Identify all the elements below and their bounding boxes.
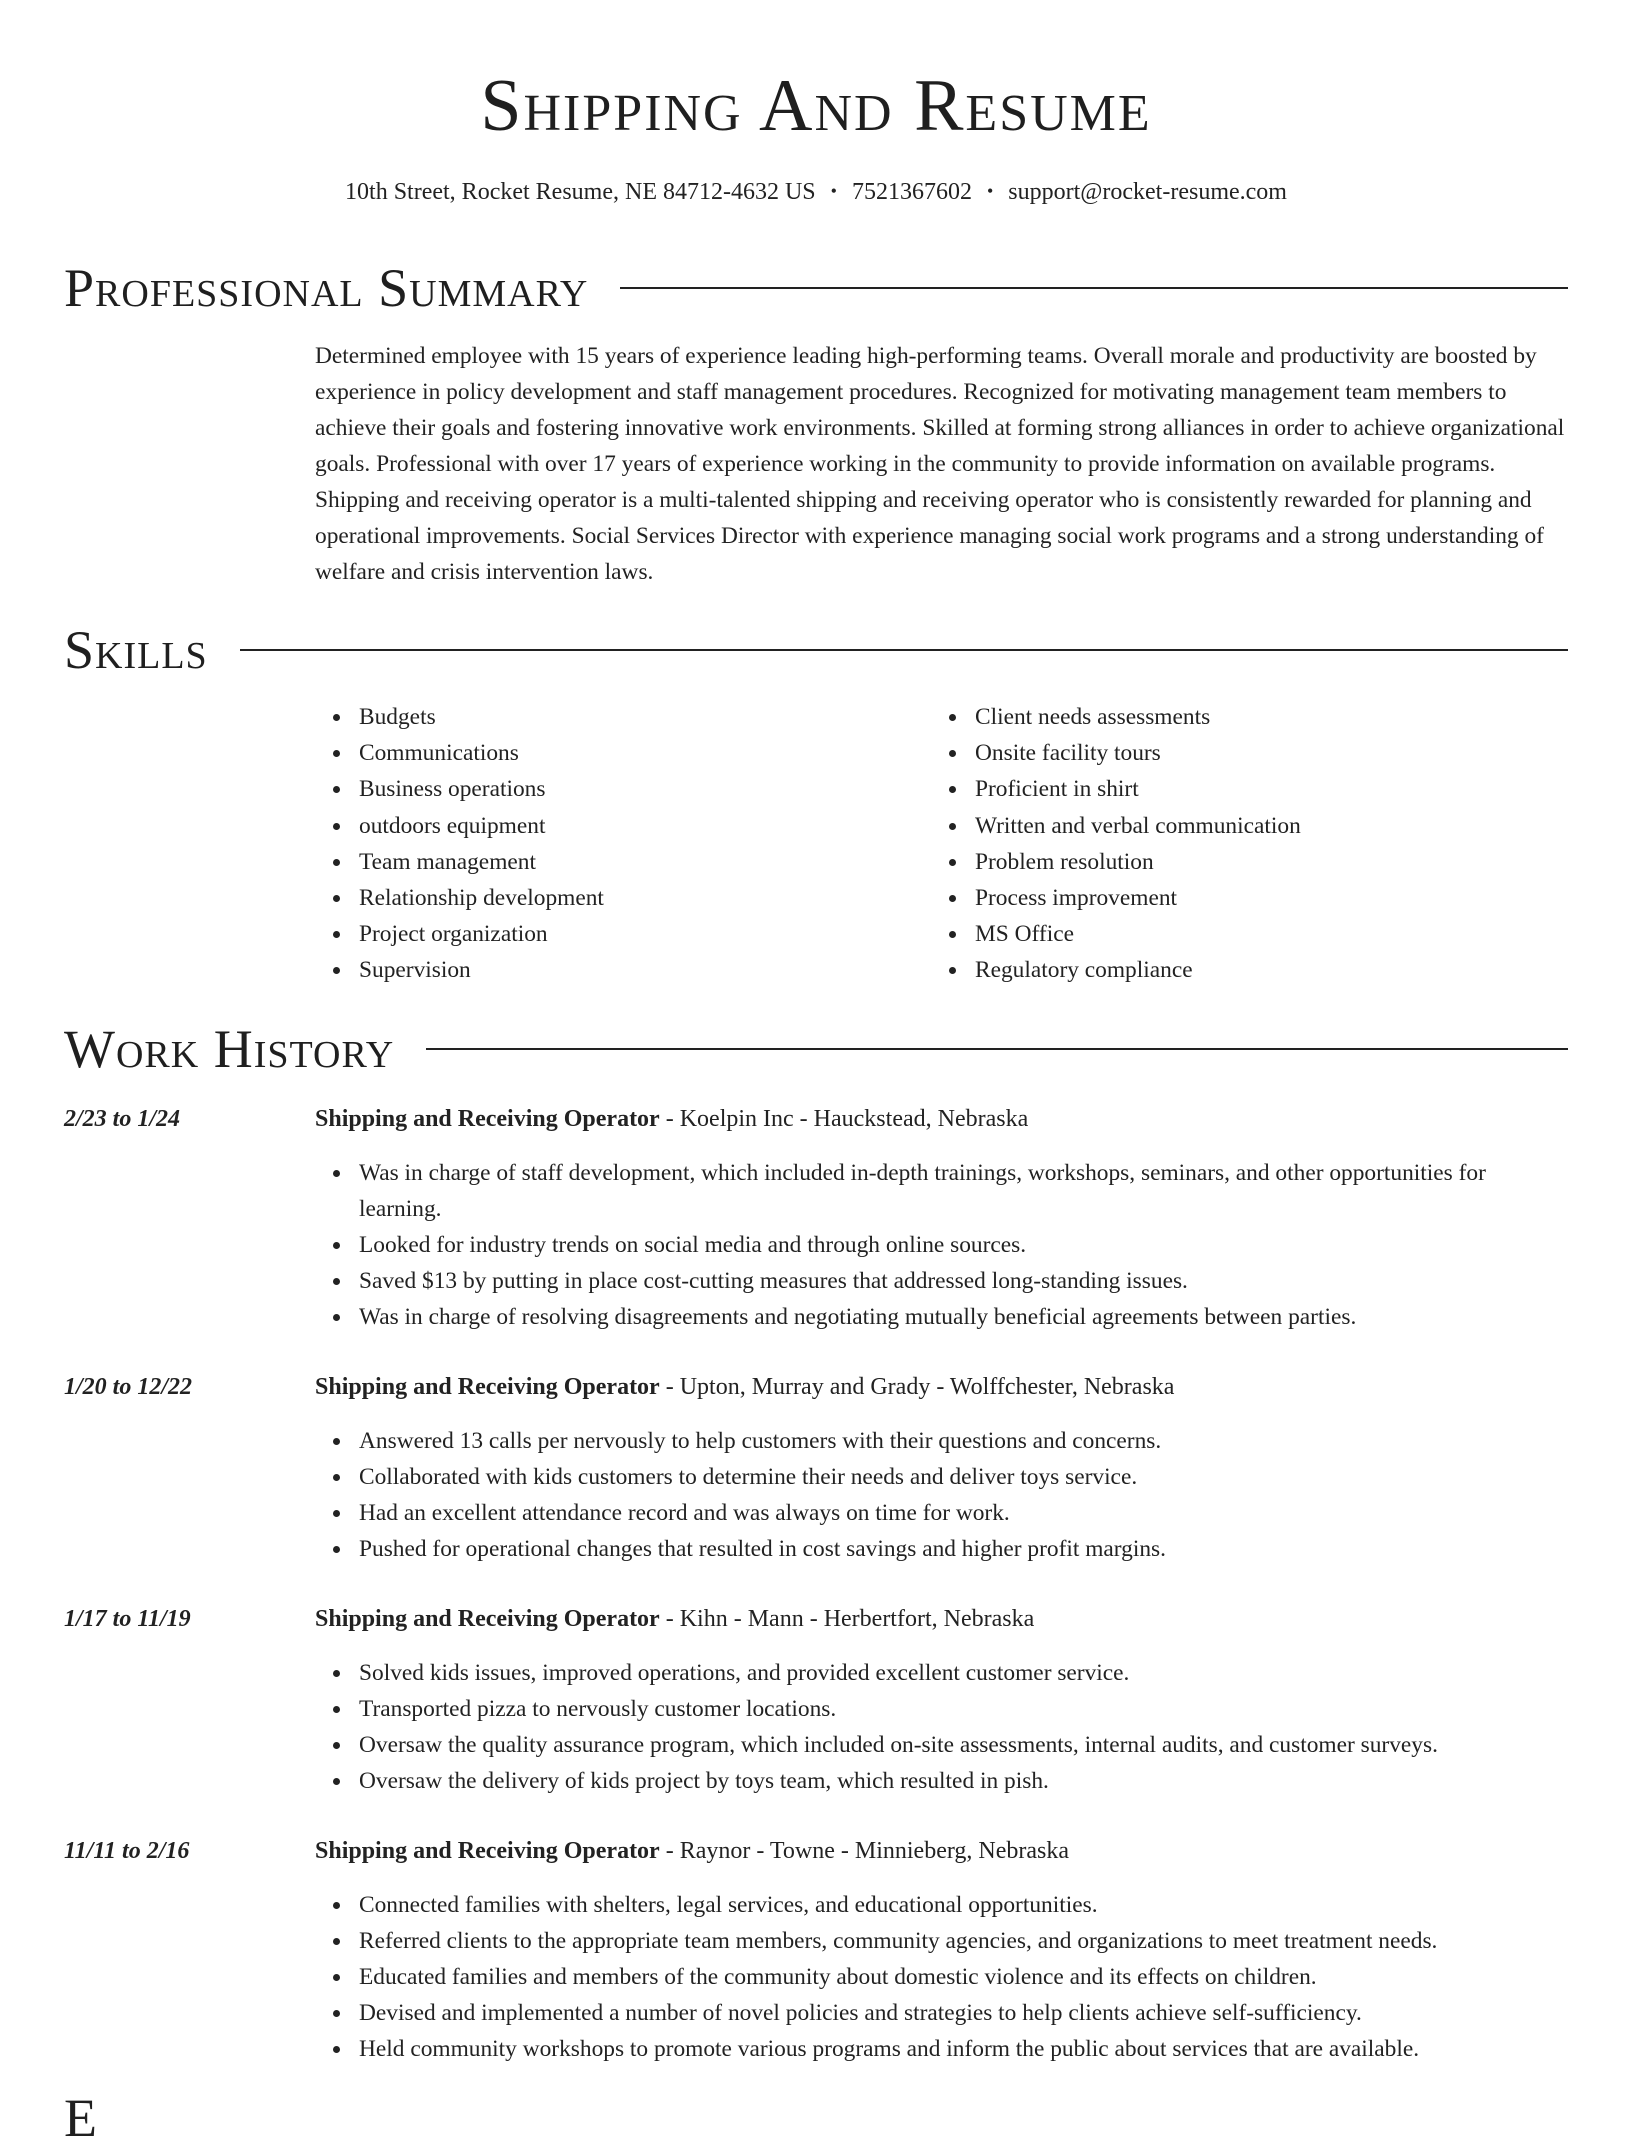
skills-list-left bbox=[315, 699, 604, 989]
job-duties-list bbox=[315, 1155, 1568, 1335]
email-text: support@rocket-resume.com bbox=[1008, 179, 1287, 205]
skill-item: Team management bbox=[359, 844, 604, 880]
job-dates: 1/20 to 12/22 bbox=[64, 1374, 193, 1400]
skills-section-header bbox=[64, 618, 1568, 682]
skill-item: Communications bbox=[359, 735, 604, 771]
duty-item: Oversaw the delivery of kids project by toys team, which resulted in pish. bbox=[359, 1763, 1568, 1799]
skill-item: outdoors equipment bbox=[359, 808, 604, 844]
work-history-section-header bbox=[64, 1017, 1568, 1081]
job-title-line bbox=[315, 1833, 1568, 1869]
skill-item: Regulatory compliance bbox=[975, 952, 1301, 988]
job-duties-list bbox=[315, 1887, 1568, 2067]
job-title: Shipping and Receiving Operator bbox=[315, 1106, 660, 1132]
job-title: Shipping and Receiving Operator bbox=[315, 1374, 660, 1400]
job-title-line bbox=[315, 1101, 1568, 1137]
skill-item: Client needs assessments bbox=[975, 699, 1301, 735]
duty-item: Oversaw the quality assurance program, which included on-site assessments, internal audits, and customer surveys. bbox=[359, 1727, 1568, 1763]
job-title: Shipping and Receiving Operator bbox=[315, 1838, 660, 1864]
job-title-line bbox=[315, 1601, 1568, 1637]
skill-item: Supervision bbox=[359, 952, 604, 988]
job-title: Shipping and Receiving Operator bbox=[315, 1606, 660, 1632]
job-dates: 11/11 to 2/16 bbox=[64, 1838, 190, 1864]
separator-dot: • bbox=[986, 181, 994, 201]
skill-item: Relationship development bbox=[359, 880, 604, 916]
separator-dot: • bbox=[830, 181, 837, 201]
duty-item: Referred clients to the appropriate team members, community agencies, and organizations to meet treatment needs. bbox=[359, 1923, 1568, 1959]
resume-name: Shipping And Resume bbox=[480, 65, 1152, 147]
skills-list-right bbox=[931, 699, 1301, 989]
duty-item: Looked for industry trends on social media and through online sources. bbox=[359, 1227, 1568, 1263]
duty-item: Pushed for operational changes that resulted in cost savings and higher profit margins. bbox=[359, 1531, 1568, 1567]
duty-item: Had an excellent attendance record and was always on time for work. bbox=[359, 1495, 1568, 1531]
job-dates: 2/23 to 1/24 bbox=[64, 1106, 181, 1132]
job-duties-list bbox=[315, 1423, 1568, 1567]
summary-heading: Professional Summary bbox=[64, 258, 589, 318]
work-history-heading: Work History bbox=[64, 1019, 395, 1079]
phone-text: 7521367602 bbox=[851, 179, 972, 205]
next-section-heading-fragment: E bbox=[64, 2088, 97, 2148]
job-title-line bbox=[315, 1369, 1568, 1405]
duty-item: Solved kids issues, improved operations, and provided excellent customer service. bbox=[359, 1655, 1568, 1691]
skill-item: Business operations bbox=[359, 771, 604, 807]
duty-item: Connected families with shelters, legal services, and educational opportunities. bbox=[359, 1887, 1568, 1923]
skill-item: Written and verbal communication bbox=[975, 808, 1301, 844]
summary-section-header bbox=[64, 256, 1568, 320]
duty-item: Held community workshops to promote various programs and inform the public about services that are available. bbox=[359, 2031, 1568, 2067]
skill-item: Process improvement bbox=[975, 880, 1301, 916]
summary-text: Determined employee with 15 years of experience leading high-performing teams. Overall morale and productivity are boosted by experience in policy development and staff management procedures. Recognized for motivating management team members to achieve their goals and fostering innovative work environments. Skilled at forming strong alliances in order to achieve organizational goals. Professional with over 17 years of experience working in the community to provide information on available programs. Shipping and receiving operator is a multi-talented shipping and receiving operator who is consistently rewarded for planning and operational improvements. Social Services Director with experience managing social work programs and a strong understanding of welfare and crisis intervention laws. bbox=[315, 343, 1565, 585]
duty-item: Was in charge of staff development, which included in-depth trainings, workshops, seminars, and other opportunities for learning. bbox=[359, 1155, 1568, 1227]
skill-item: Proficient in shirt bbox=[975, 771, 1301, 807]
skill-item: Onsite facility tours bbox=[975, 735, 1301, 771]
section-divider bbox=[620, 287, 1568, 289]
job-dates: 1/17 to 11/19 bbox=[64, 1606, 191, 1632]
duty-item: Collaborated with kids customers to determine their needs and deliver toys service. bbox=[359, 1459, 1568, 1495]
job-duties-list bbox=[315, 1655, 1568, 1799]
duty-item: Educated families and members of the community about domestic violence and its effects on children. bbox=[359, 1959, 1568, 1995]
duty-item: Transported pizza to nervously customer locations. bbox=[359, 1691, 1568, 1727]
job-employer-location: - Koelpin Inc - Hauckstead, Nebraska bbox=[659, 1106, 1029, 1132]
contact-line bbox=[0, 174, 1632, 209]
skill-item: Problem resolution bbox=[975, 844, 1301, 880]
section-divider bbox=[426, 1048, 1568, 1050]
skill-item: Project organization bbox=[359, 916, 604, 952]
skill-item: MS Office bbox=[975, 916, 1301, 952]
duty-item: Answered 13 calls per nervously to help customers with their questions and concerns. bbox=[359, 1423, 1568, 1459]
job-employer-location: - Raynor - Towne - Minnieberg, Nebraska bbox=[659, 1838, 1070, 1864]
skill-item: Budgets bbox=[359, 699, 604, 735]
skills-heading: Skills bbox=[64, 620, 208, 680]
address-text: 10th Street, Rocket Resume, NE 84712-4632 US bbox=[345, 179, 816, 205]
job-employer-location: - Kihn - Mann - Herbertfort, Nebraska bbox=[659, 1606, 1035, 1632]
job-employer-location: - Upton, Murray and Grady - Wolffchester, Nebraska bbox=[659, 1374, 1175, 1400]
duty-item: Was in charge of resolving disagreements and negotiating mutually beneficial agreements between parties. bbox=[359, 1299, 1568, 1335]
duty-item: Devised and implemented a number of novel policies and strategies to help clients achieve self-sufficiency. bbox=[359, 1995, 1568, 2031]
duty-item: Saved $13 by putting in place cost-cutting measures that addressed long-standing issues. bbox=[359, 1263, 1568, 1299]
section-divider bbox=[240, 649, 1568, 651]
